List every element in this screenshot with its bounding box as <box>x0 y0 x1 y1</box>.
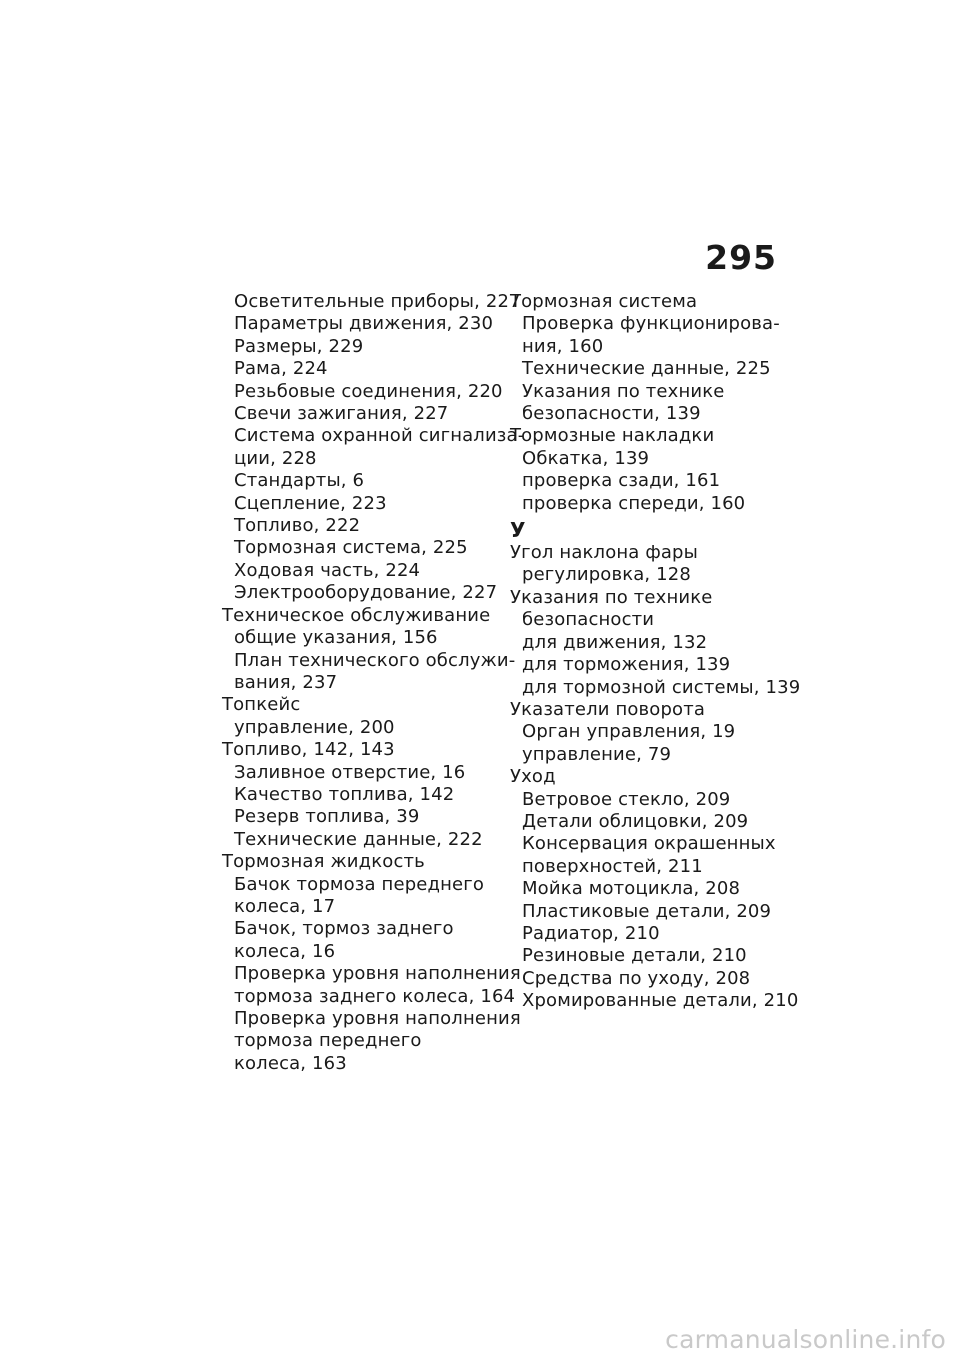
index-entry: Техническое обслуживание <box>222 604 491 626</box>
index-subentry: проверка спереди, 160 <box>522 492 746 514</box>
index-subentry: Топливо, 222 <box>234 515 361 537</box>
index-subentry: для движения, 132 <box>522 631 708 653</box>
section-letter: У <box>510 518 526 543</box>
index-subentry: Резьбовые соединения, 220 <box>234 380 503 402</box>
index-subentry: Технические данные, 225 <box>522 358 771 380</box>
index-subentry: вания, 237 <box>234 671 338 693</box>
index-subentry: колеса, 17 <box>234 895 336 917</box>
index-subentry: Орган управления, 19 <box>522 721 736 743</box>
index-subentry: Консервация окрашенных <box>522 833 776 855</box>
index-subentry: Рама, 224 <box>234 358 328 380</box>
index-subentry: Резиновые детали, 210 <box>522 945 747 967</box>
index-subentry: Параметры движения, 230 <box>234 313 494 335</box>
index-subentry: Проверка функционирова- <box>522 313 780 335</box>
index-subentry: Ветровое стекло, 209 <box>522 788 731 810</box>
index-subentry: проверка сзади, 161 <box>522 470 721 492</box>
index-subentry: Сцепление, 223 <box>234 492 387 514</box>
index-entry: Топливо, 142, 143 <box>222 739 395 761</box>
index-entry: Указания по технике <box>510 586 713 608</box>
index-subentry: безопасности <box>522 609 655 631</box>
index-subentry: колеса, 163 <box>234 1052 347 1074</box>
index-subentry: Система охранной сигнализа- <box>234 425 525 447</box>
index-subentry: Пластиковые детали, 209 <box>522 900 772 922</box>
index-subentry: Обкатка, 139 <box>522 447 650 469</box>
index-entry: Указатели поворота <box>510 698 706 720</box>
index-subentry: общие указания, 156 <box>234 627 438 649</box>
index-subentry: Бачок тормоза переднего <box>234 873 485 895</box>
index-subentry: для торможения, 139 <box>522 654 731 676</box>
index-entry: Тормозная жидкость <box>222 851 425 873</box>
index-subentry: колеса, 16 <box>234 940 336 962</box>
index-subentry: ния, 160 <box>522 335 604 357</box>
index-subentry: Средства по уходу, 208 <box>522 967 751 989</box>
index-entry: Тормозная система <box>510 291 698 312</box>
index-subentry: Резерв топлива, 39 <box>234 806 420 828</box>
index-subentry: Тормозная система, 225 <box>234 537 468 559</box>
index-entry: Топкейс <box>222 694 301 716</box>
index-subentry: управление, 79 <box>522 743 672 765</box>
index-entry: Угол наклона фары <box>510 542 698 564</box>
index-column-right <box>510 291 810 1013</box>
index-column-left <box>222 291 525 1075</box>
index-subentry: Хромированные детали, 210 <box>522 990 799 1012</box>
index-subentry: Свечи зажигания, 227 <box>234 403 449 425</box>
index-subentry: План технического обслужи- <box>234 649 516 671</box>
index-subentry: Указания по технике <box>522 380 725 402</box>
index-subentry: Размеры, 229 <box>234 335 364 357</box>
index-subentry: Детали облицовки, 209 <box>522 810 749 832</box>
index-subentry: Электрооборудование, 227 <box>234 582 498 604</box>
index-entry: Уход <box>510 766 556 788</box>
index-subentry: Осветительные приборы, 227 <box>234 291 521 312</box>
index-subentry: Технические данные, 222 <box>234 828 483 850</box>
index-subentry: Мойка мотоцикла, 208 <box>522 878 741 900</box>
index-subentry: тормоза переднего <box>234 1030 422 1052</box>
index-subentry: ции, 228 <box>234 447 317 469</box>
index-subentry: поверхностей, 211 <box>522 855 703 877</box>
index-subentry: безопасности, 139 <box>522 403 701 425</box>
index-subentry: Ходовая часть, 224 <box>234 559 421 581</box>
index-subentry: Заливное отверстие, 16 <box>234 761 466 783</box>
index-subentry: Радиатор, 210 <box>522 922 660 944</box>
index-subentry: управление, 200 <box>234 716 395 738</box>
index-subentry: Качество топлива, 142 <box>234 783 455 805</box>
watermark: carmanualsonline.info <box>665 1325 946 1354</box>
index-entry: Тормозные накладки <box>510 425 715 447</box>
index-subentry: Бачок, тормоз заднего <box>234 918 454 940</box>
index-subentry: Проверка уровня наполнения <box>234 1008 521 1029</box>
index-subentry: Стандарты, 6 <box>234 470 365 492</box>
index-subentry: регулировка, 128 <box>522 564 691 586</box>
index-subentry: тормоза заднего колеса, 164 <box>234 985 516 1007</box>
page-number: 295 <box>705 238 777 277</box>
index-subentry: для тормозной системы, 139 <box>522 676 801 698</box>
index-subentry: Проверка уровня наполнения <box>234 963 521 985</box>
